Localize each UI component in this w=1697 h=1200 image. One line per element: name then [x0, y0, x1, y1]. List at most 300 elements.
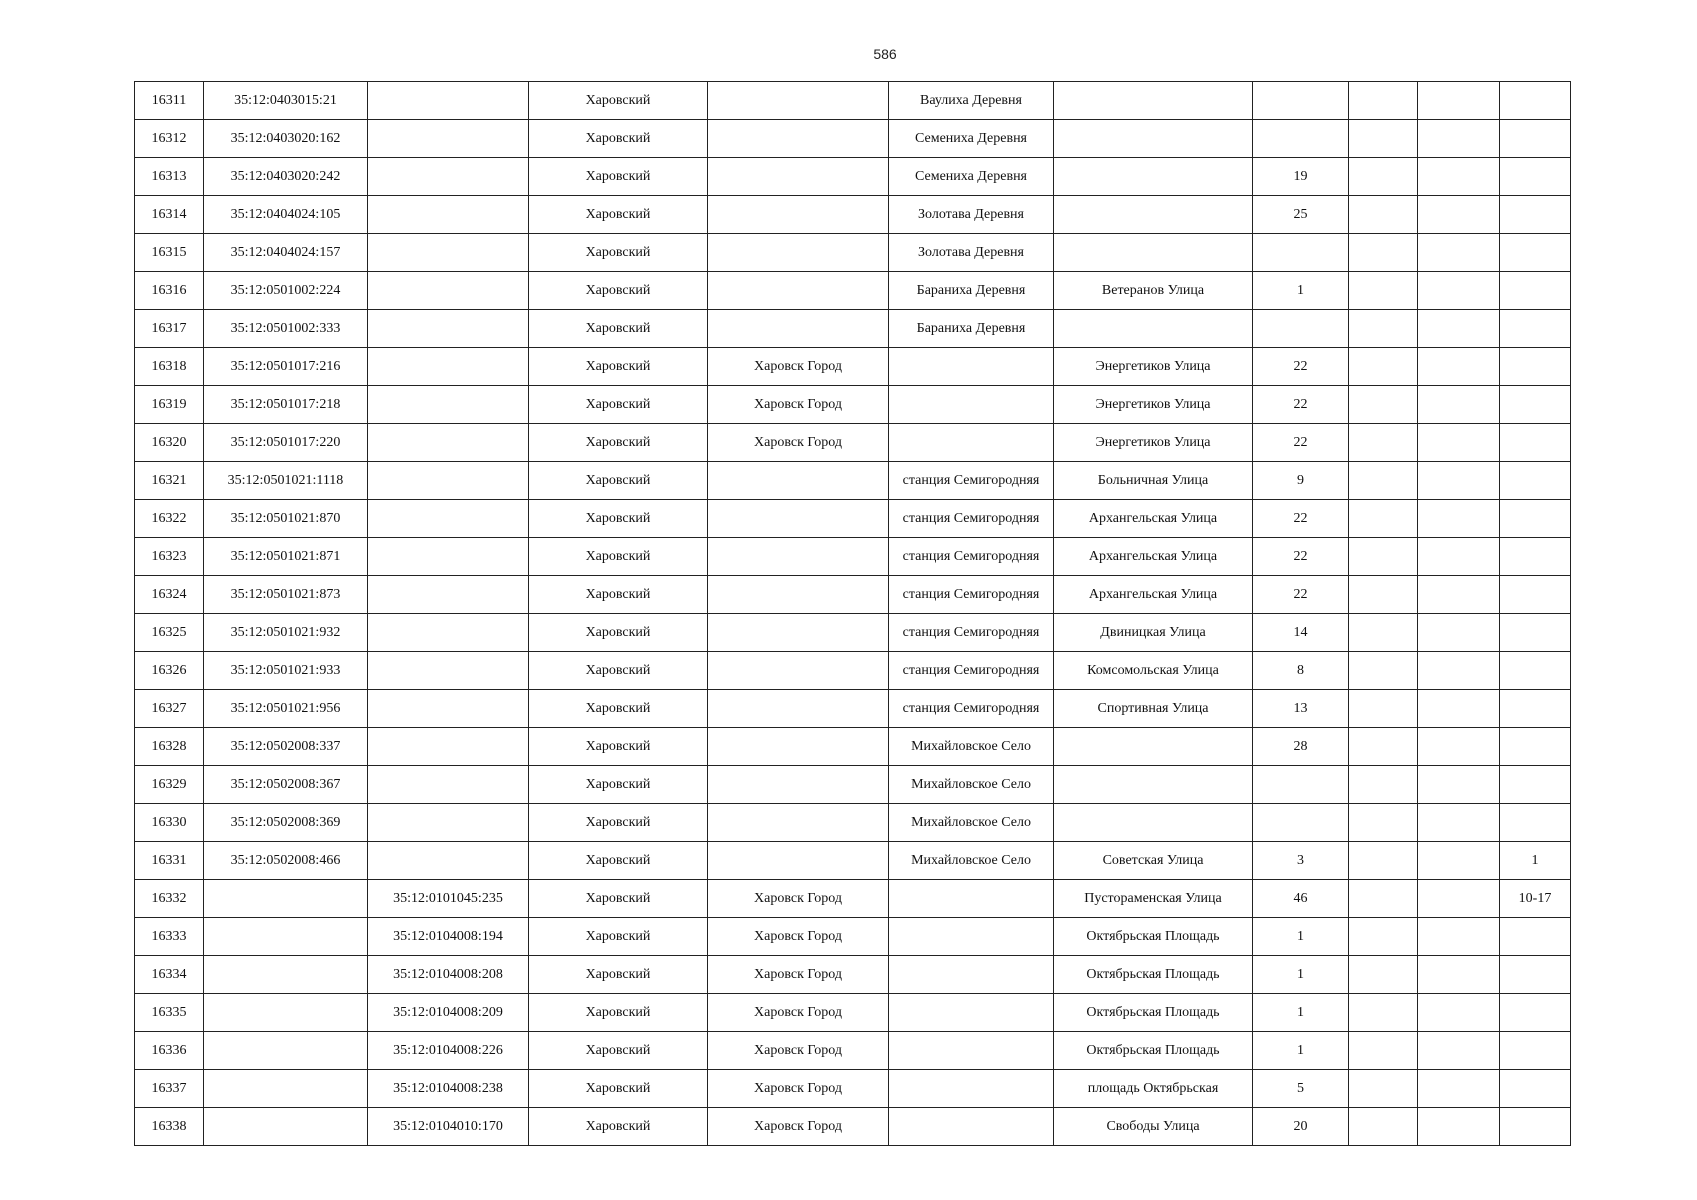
row-number-cell: 16333	[135, 918, 204, 956]
cadastral-number-cell: 35:12:0501017:218	[204, 386, 368, 424]
district-cell: Харовский	[529, 1070, 708, 1108]
apartment-cell	[1500, 994, 1571, 1032]
house-number-cell: 14	[1253, 614, 1349, 652]
house-number-cell: 22	[1253, 424, 1349, 462]
building-cadastral-number-cell	[368, 272, 529, 310]
district-cell: Харовский	[529, 728, 708, 766]
apartment-cell	[1500, 1070, 1571, 1108]
locality-cell: Бараниха Деревня	[889, 310, 1054, 348]
house-number-cell	[1253, 82, 1349, 120]
apartment-cell	[1500, 1032, 1571, 1070]
building-cell	[1349, 386, 1418, 424]
house-number-cell: 22	[1253, 538, 1349, 576]
building-cadastral-number-cell: 35:12:0104008:226	[368, 1032, 529, 1070]
building-cadastral-number-cell: 35:12:0104008:194	[368, 918, 529, 956]
table-row	[135, 804, 1571, 842]
building-cadastral-number-cell	[368, 804, 529, 842]
structure-cell	[1418, 614, 1500, 652]
district-cell: Харовский	[529, 272, 708, 310]
street-cell	[1054, 310, 1253, 348]
table-row	[135, 120, 1571, 158]
building-cadastral-number-cell	[368, 500, 529, 538]
apartment-cell	[1500, 956, 1571, 994]
district-cell: Харовский	[529, 424, 708, 462]
cadastral-number-cell: 35:12:0502008:367	[204, 766, 368, 804]
city-cell: Харовск Город	[708, 1032, 889, 1070]
locality-cell: Михайловское Село	[889, 728, 1054, 766]
city-cell: Харовск Город	[708, 956, 889, 994]
building-cell	[1349, 690, 1418, 728]
row-number-cell: 16324	[135, 576, 204, 614]
apartment-cell	[1500, 500, 1571, 538]
structure-cell	[1418, 310, 1500, 348]
street-cell	[1054, 234, 1253, 272]
city-cell: Харовск Город	[708, 424, 889, 462]
building-cadastral-number-cell	[368, 728, 529, 766]
cadastral-number-cell	[204, 1070, 368, 1108]
cadastral-number-cell: 35:12:0501021:933	[204, 652, 368, 690]
locality-cell: станция Семигородняя	[889, 538, 1054, 576]
house-number-cell: 22	[1253, 500, 1349, 538]
district-cell: Харовский	[529, 158, 708, 196]
building-cadastral-number-cell	[368, 614, 529, 652]
building-cadastral-number-cell	[368, 766, 529, 804]
house-number-cell: 3	[1253, 842, 1349, 880]
building-cadastral-number-cell	[368, 462, 529, 500]
locality-cell	[889, 1108, 1054, 1146]
district-cell: Харовский	[529, 690, 708, 728]
row-number-cell: 16325	[135, 614, 204, 652]
structure-cell	[1418, 120, 1500, 158]
street-cell: Двиницкая Улица	[1054, 614, 1253, 652]
building-cell	[1349, 538, 1418, 576]
building-cell	[1349, 272, 1418, 310]
district-cell: Харовский	[529, 386, 708, 424]
locality-cell: Семениха Деревня	[889, 158, 1054, 196]
table-row	[135, 500, 1571, 538]
table-row	[135, 842, 1571, 880]
structure-cell	[1418, 728, 1500, 766]
apartment-cell	[1500, 918, 1571, 956]
building-cell	[1349, 158, 1418, 196]
house-number-cell: 22	[1253, 348, 1349, 386]
district-cell: Харовский	[529, 880, 708, 918]
street-cell	[1054, 120, 1253, 158]
cadastral-number-cell: 35:12:0502008:337	[204, 728, 368, 766]
house-number-cell	[1253, 234, 1349, 272]
apartment-cell	[1500, 766, 1571, 804]
district-cell: Харовский	[529, 804, 708, 842]
row-number-cell: 16335	[135, 994, 204, 1032]
table-row	[135, 538, 1571, 576]
structure-cell	[1418, 538, 1500, 576]
street-cell: Спортивная Улица	[1054, 690, 1253, 728]
building-cell	[1349, 766, 1418, 804]
city-cell	[708, 804, 889, 842]
table-row	[135, 1070, 1571, 1108]
table-row	[135, 234, 1571, 272]
locality-cell: Бараниха Деревня	[889, 272, 1054, 310]
structure-cell	[1418, 158, 1500, 196]
table-row	[135, 766, 1571, 804]
row-number-cell: 16318	[135, 348, 204, 386]
locality-cell: станция Семигородняя	[889, 576, 1054, 614]
building-cell	[1349, 994, 1418, 1032]
house-number-cell: 19	[1253, 158, 1349, 196]
house-number-cell: 1	[1253, 918, 1349, 956]
district-cell: Харовский	[529, 766, 708, 804]
house-number-cell: 1	[1253, 994, 1349, 1032]
street-cell	[1054, 196, 1253, 234]
house-number-cell: 1	[1253, 1032, 1349, 1070]
apartment-cell	[1500, 652, 1571, 690]
street-cell: Октябрьская Площадь	[1054, 1032, 1253, 1070]
locality-cell	[889, 348, 1054, 386]
structure-cell	[1418, 576, 1500, 614]
building-cadastral-number-cell	[368, 196, 529, 234]
locality-cell: Михайловское Село	[889, 804, 1054, 842]
apartment-cell	[1500, 348, 1571, 386]
row-number-cell: 16329	[135, 766, 204, 804]
locality-cell: Золотава Деревня	[889, 234, 1054, 272]
structure-cell	[1418, 1032, 1500, 1070]
locality-cell: станция Семигородняя	[889, 500, 1054, 538]
row-number-cell: 16323	[135, 538, 204, 576]
street-cell: Архангельская Улица	[1054, 538, 1253, 576]
structure-cell	[1418, 196, 1500, 234]
city-cell	[708, 158, 889, 196]
structure-cell	[1418, 272, 1500, 310]
district-cell: Харовский	[529, 500, 708, 538]
city-cell	[708, 728, 889, 766]
apartment-cell	[1500, 614, 1571, 652]
page-number: 586	[873, 46, 897, 62]
locality-cell: станция Семигородняя	[889, 614, 1054, 652]
district-cell: Харовский	[529, 310, 708, 348]
city-cell: Харовск Город	[708, 386, 889, 424]
building-cadastral-number-cell: 35:12:0104008:209	[368, 994, 529, 1032]
city-cell	[708, 538, 889, 576]
house-number-cell	[1253, 120, 1349, 158]
table-row	[135, 956, 1571, 994]
structure-cell	[1418, 994, 1500, 1032]
street-cell: Архангельская Улица	[1054, 500, 1253, 538]
table-row	[135, 1108, 1571, 1146]
table-row	[135, 424, 1571, 462]
street-cell: Больничная Улица	[1054, 462, 1253, 500]
building-cell	[1349, 614, 1418, 652]
building-cell	[1349, 234, 1418, 272]
row-number-cell: 16320	[135, 424, 204, 462]
district-cell: Харовский	[529, 234, 708, 272]
cadastral-number-cell: 35:12:0501021:956	[204, 690, 368, 728]
house-number-cell: 22	[1253, 386, 1349, 424]
district-cell: Харовский	[529, 842, 708, 880]
city-cell	[708, 766, 889, 804]
cadastral-number-cell: 35:12:0502008:369	[204, 804, 368, 842]
street-cell: Октябрьская Площадь	[1054, 994, 1253, 1032]
street-cell: Энергетиков Улица	[1054, 348, 1253, 386]
structure-cell	[1418, 386, 1500, 424]
building-cadastral-number-cell	[368, 120, 529, 158]
building-cell	[1349, 120, 1418, 158]
cadastral-number-cell	[204, 918, 368, 956]
locality-cell: Михайловское Село	[889, 842, 1054, 880]
apartment-cell	[1500, 576, 1571, 614]
apartment-cell: 1	[1500, 842, 1571, 880]
structure-cell	[1418, 880, 1500, 918]
house-number-cell: 5	[1253, 1070, 1349, 1108]
street-cell	[1054, 158, 1253, 196]
building-cell	[1349, 500, 1418, 538]
cadastral-number-cell	[204, 1108, 368, 1146]
house-number-cell: 1	[1253, 956, 1349, 994]
city-cell: Харовск Город	[708, 1070, 889, 1108]
locality-cell: Михайловское Село	[889, 766, 1054, 804]
building-cell	[1349, 424, 1418, 462]
locality-cell: станция Семигородняя	[889, 690, 1054, 728]
building-cadastral-number-cell	[368, 348, 529, 386]
district-cell: Харовский	[529, 538, 708, 576]
apartment-cell	[1500, 424, 1571, 462]
apartment-cell: 10-17	[1500, 880, 1571, 918]
building-cell	[1349, 956, 1418, 994]
city-cell	[708, 196, 889, 234]
cadastral-number-cell: 35:12:0403015:21	[204, 82, 368, 120]
apartment-cell	[1500, 158, 1571, 196]
structure-cell	[1418, 424, 1500, 462]
apartment-cell	[1500, 804, 1571, 842]
row-number-cell: 16336	[135, 1032, 204, 1070]
locality-cell	[889, 424, 1054, 462]
district-cell: Харовский	[529, 1032, 708, 1070]
row-number-cell: 16322	[135, 500, 204, 538]
table-row	[135, 918, 1571, 956]
district-cell: Харовский	[529, 652, 708, 690]
row-number-cell: 16315	[135, 234, 204, 272]
district-cell: Харовский	[529, 956, 708, 994]
locality-cell	[889, 880, 1054, 918]
building-cell	[1349, 82, 1418, 120]
apartment-cell	[1500, 462, 1571, 500]
street-cell: Энергетиков Улица	[1054, 424, 1253, 462]
cadastral-number-cell	[204, 880, 368, 918]
row-number-cell: 16327	[135, 690, 204, 728]
registry-table	[134, 81, 1571, 1146]
district-cell: Харовский	[529, 576, 708, 614]
house-number-cell: 8	[1253, 652, 1349, 690]
street-cell: Ветеранов Улица	[1054, 272, 1253, 310]
house-number-cell: 25	[1253, 196, 1349, 234]
table-row	[135, 576, 1571, 614]
structure-cell	[1418, 234, 1500, 272]
structure-cell	[1418, 842, 1500, 880]
building-cadastral-number-cell	[368, 842, 529, 880]
building-cadastral-number-cell	[368, 158, 529, 196]
cadastral-number-cell: 35:12:0501017:220	[204, 424, 368, 462]
row-number-cell: 16313	[135, 158, 204, 196]
row-number-cell: 16334	[135, 956, 204, 994]
district-cell: Харовский	[529, 82, 708, 120]
row-number-cell: 16321	[135, 462, 204, 500]
city-cell	[708, 576, 889, 614]
cadastral-number-cell: 35:12:0501021:870	[204, 500, 368, 538]
street-cell: Комсомольская Улица	[1054, 652, 1253, 690]
district-cell: Харовский	[529, 348, 708, 386]
row-number-cell: 16319	[135, 386, 204, 424]
street-cell: площадь Октябрьская	[1054, 1070, 1253, 1108]
apartment-cell	[1500, 1108, 1571, 1146]
district-cell: Харовский	[529, 120, 708, 158]
table-row	[135, 158, 1571, 196]
apartment-cell	[1500, 120, 1571, 158]
structure-cell	[1418, 652, 1500, 690]
structure-cell	[1418, 690, 1500, 728]
row-number-cell: 16317	[135, 310, 204, 348]
city-cell	[708, 842, 889, 880]
row-number-cell: 16330	[135, 804, 204, 842]
district-cell: Харовский	[529, 196, 708, 234]
table-row	[135, 614, 1571, 652]
district-cell: Харовский	[529, 994, 708, 1032]
locality-cell: станция Семигородняя	[889, 462, 1054, 500]
apartment-cell	[1500, 538, 1571, 576]
house-number-cell: 1	[1253, 272, 1349, 310]
street-cell: Советская Улица	[1054, 842, 1253, 880]
city-cell	[708, 234, 889, 272]
cadastral-number-cell: 35:12:0501021:1118	[204, 462, 368, 500]
structure-cell	[1418, 1070, 1500, 1108]
locality-cell	[889, 918, 1054, 956]
building-cell	[1349, 918, 1418, 956]
apartment-cell	[1500, 272, 1571, 310]
cadastral-number-cell: 35:12:0501021:871	[204, 538, 368, 576]
building-cadastral-number-cell	[368, 82, 529, 120]
table-row	[135, 690, 1571, 728]
street-cell: Пустораменская Улица	[1054, 880, 1253, 918]
building-cadastral-number-cell: 35:12:0104008:208	[368, 956, 529, 994]
city-cell: Харовск Город	[708, 1108, 889, 1146]
building-cadastral-number-cell	[368, 652, 529, 690]
street-cell	[1054, 804, 1253, 842]
building-cadastral-number-cell	[368, 538, 529, 576]
street-cell: Архангельская Улица	[1054, 576, 1253, 614]
house-number-cell: 28	[1253, 728, 1349, 766]
building-cadastral-number-cell	[368, 576, 529, 614]
row-number-cell: 16326	[135, 652, 204, 690]
city-cell	[708, 82, 889, 120]
house-number-cell: 9	[1253, 462, 1349, 500]
city-cell	[708, 462, 889, 500]
table-row	[135, 348, 1571, 386]
cadastral-number-cell: 35:12:0501021:873	[204, 576, 368, 614]
city-cell	[708, 690, 889, 728]
locality-cell	[889, 1032, 1054, 1070]
structure-cell	[1418, 462, 1500, 500]
apartment-cell	[1500, 82, 1571, 120]
locality-cell: Семениха Деревня	[889, 120, 1054, 158]
building-cell	[1349, 462, 1418, 500]
cadastral-number-cell: 35:12:0502008:466	[204, 842, 368, 880]
table-row	[135, 994, 1571, 1032]
structure-cell	[1418, 82, 1500, 120]
cadastral-number-cell: 35:12:0404024:157	[204, 234, 368, 272]
row-number-cell: 16311	[135, 82, 204, 120]
district-cell: Харовский	[529, 462, 708, 500]
structure-cell	[1418, 348, 1500, 386]
table-row	[135, 196, 1571, 234]
building-cell	[1349, 1108, 1418, 1146]
building-cell	[1349, 348, 1418, 386]
cadastral-number-cell	[204, 956, 368, 994]
street-cell	[1054, 766, 1253, 804]
structure-cell	[1418, 918, 1500, 956]
structure-cell	[1418, 956, 1500, 994]
building-cell	[1349, 310, 1418, 348]
cadastral-number-cell: 35:12:0404024:105	[204, 196, 368, 234]
city-cell: Харовск Город	[708, 918, 889, 956]
house-number-cell: 13	[1253, 690, 1349, 728]
table-row	[135, 82, 1571, 120]
city-cell: Харовск Город	[708, 880, 889, 918]
street-cell: Октябрьская Площадь	[1054, 918, 1253, 956]
street-cell: Октябрьская Площадь	[1054, 956, 1253, 994]
locality-cell: станция Семигородняя	[889, 652, 1054, 690]
table-row	[135, 462, 1571, 500]
street-cell	[1054, 728, 1253, 766]
table-row	[135, 1032, 1571, 1070]
house-number-cell	[1253, 310, 1349, 348]
city-cell	[708, 652, 889, 690]
row-number-cell: 16338	[135, 1108, 204, 1146]
building-cell	[1349, 842, 1418, 880]
row-number-cell: 16312	[135, 120, 204, 158]
locality-cell	[889, 956, 1054, 994]
cadastral-number-cell: 35:12:0403020:242	[204, 158, 368, 196]
locality-cell: Ваулиха Деревня	[889, 82, 1054, 120]
building-cadastral-number-cell	[368, 424, 529, 462]
city-cell: Харовск Город	[708, 994, 889, 1032]
building-cadastral-number-cell	[368, 310, 529, 348]
cadastral-number-cell	[204, 994, 368, 1032]
house-number-cell	[1253, 804, 1349, 842]
table-row	[135, 386, 1571, 424]
building-cadastral-number-cell	[368, 234, 529, 272]
building-cadastral-number-cell	[368, 690, 529, 728]
row-number-cell: 16332	[135, 880, 204, 918]
table-row	[135, 728, 1571, 766]
row-number-cell: 16337	[135, 1070, 204, 1108]
row-number-cell: 16331	[135, 842, 204, 880]
district-cell: Харовский	[529, 918, 708, 956]
cadastral-number-cell: 35:12:0501002:224	[204, 272, 368, 310]
locality-cell	[889, 1070, 1054, 1108]
locality-cell	[889, 386, 1054, 424]
row-number-cell: 16316	[135, 272, 204, 310]
structure-cell	[1418, 1108, 1500, 1146]
building-cadastral-number-cell: 35:12:0101045:235	[368, 880, 529, 918]
apartment-cell	[1500, 310, 1571, 348]
cadastral-number-cell: 35:12:0501021:932	[204, 614, 368, 652]
table-row	[135, 652, 1571, 690]
building-cadastral-number-cell: 35:12:0104008:238	[368, 1070, 529, 1108]
table-row	[135, 272, 1571, 310]
table-row	[135, 880, 1571, 918]
row-number-cell: 16314	[135, 196, 204, 234]
structure-cell	[1418, 500, 1500, 538]
apartment-cell	[1500, 690, 1571, 728]
cadastral-number-cell	[204, 1032, 368, 1070]
